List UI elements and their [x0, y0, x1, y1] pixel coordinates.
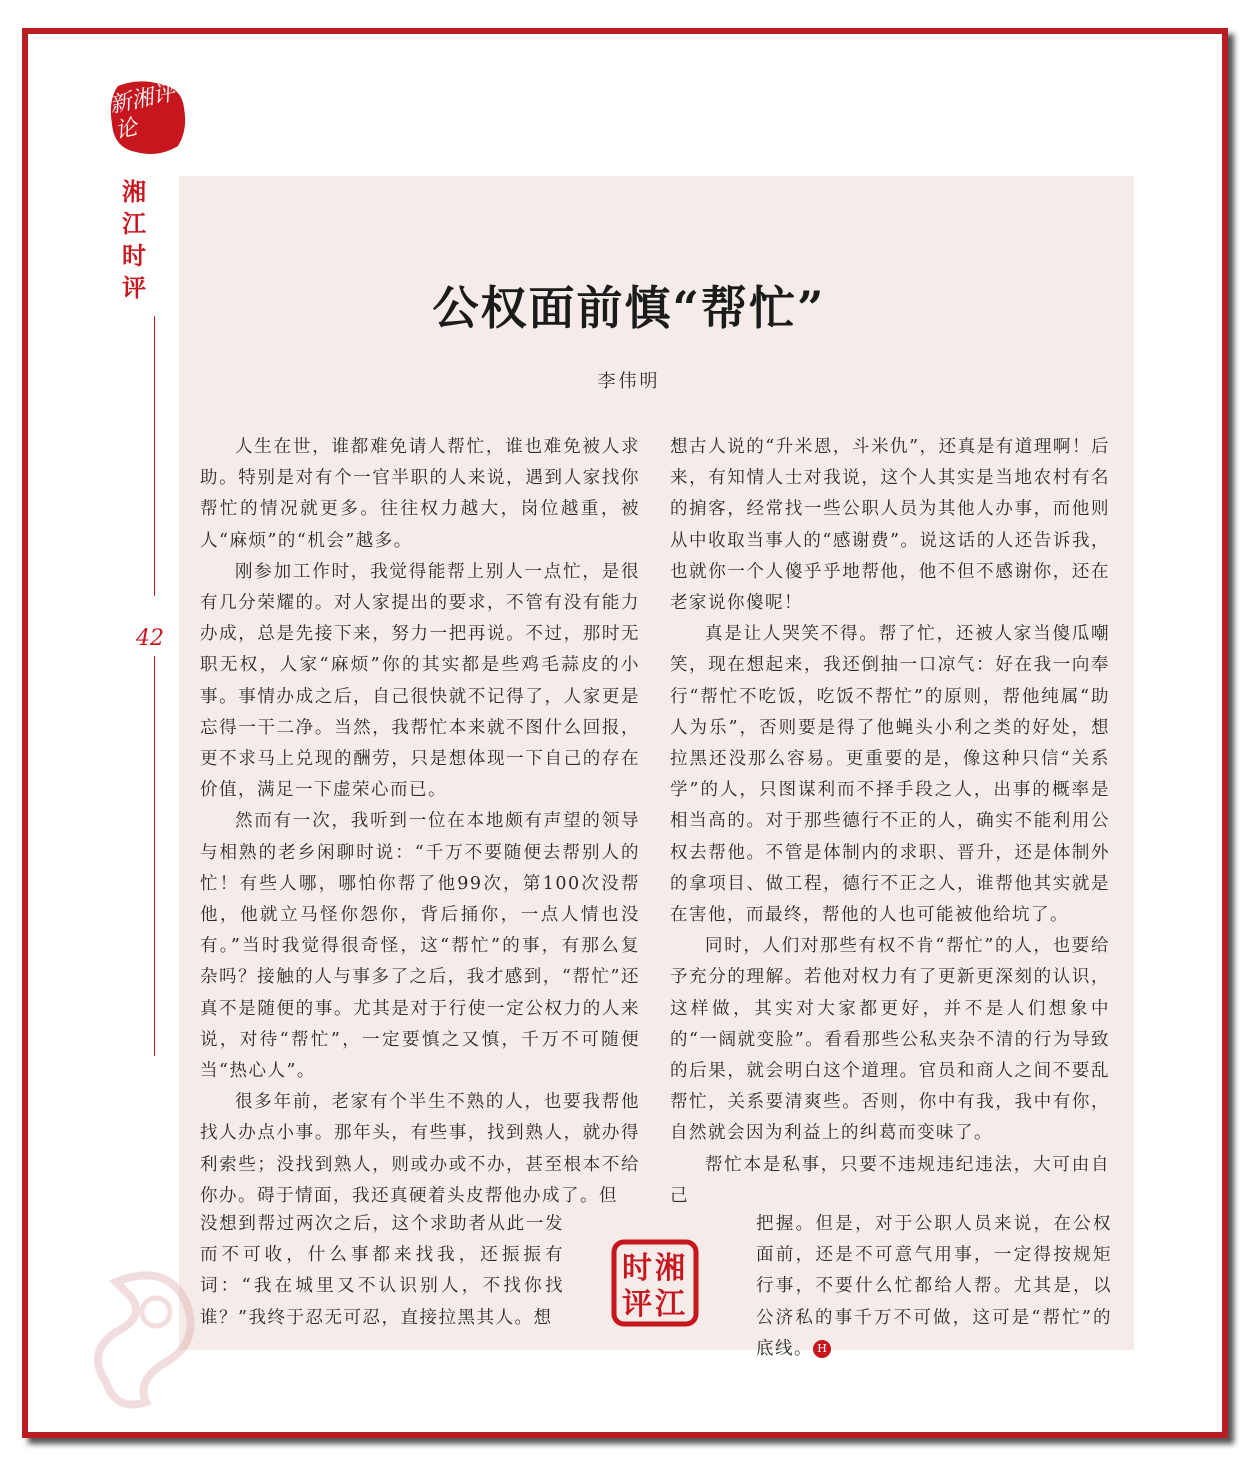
- article-column-left: [200, 432, 640, 1212]
- article-author: 李伟明: [597, 371, 661, 392]
- paragraph: 很多年前，老家有个半生不熟的人，也要我帮他找人办点小事。那年头，有些事，找到熟人，就办得利索些；没找到熟人，则或办或不办，甚至根本不给你办。碍于情面，我还真硬着头皮帮他办成了。但: [200, 1092, 640, 1206]
- column-logo-text: 新湘评论: [107, 80, 178, 144]
- paragraph-continuation: 没想到帮过两次之后，这个求助者从此一发而不可收，什么事都来找我，还振振有词：“我在城里又不认识别人，不找你找谁？”我终于忍无可忍，直接拉黑其人。想: [200, 1214, 564, 1328]
- side-rule: [154, 316, 155, 596]
- column-title-char: 湘: [122, 178, 146, 206]
- closing-text: 把握。但是，对于公职人员来说，在公权面前，还是不可意气用事，一定得按规矩行事，不要什么忙都给人帮。尤其是，以公济私的事千万不可做，这可是“帮忙”的底线。: [756, 1214, 1112, 1359]
- stamp-char: 湘: [655, 1251, 685, 1286]
- paragraph-continuation: [756, 1209, 1112, 1365]
- article-column-left-tail: [200, 1209, 564, 1334]
- page-number: 42: [136, 626, 164, 651]
- article-title: 公权面前慎“帮忙”: [432, 281, 826, 335]
- column-title-char: 评: [122, 274, 146, 302]
- stamp-char: 时: [622, 1251, 652, 1286]
- paragraph: 然而有一次，我听到一位在本地颇有声望的领导与相熟的老乡闲聊时说：“千万不要随便去帮别人的忙！有些人哪，哪怕你帮了他99次，第100次没帮他，他就立马怪你怨你，背后捅你，一点人情也没有。”当时我觉得很奇怪，这“帮忙”的事，有那么复杂吗？接触的人与事多了之后，我才感到，“帮忙”还真不是随便的事。尤其是对于行使一定公权力的人来说，对待“帮忙”，一定要慎之又慎，千万不可随便当“热心人”。: [200, 811, 640, 1082]
- paragraph: 真是让人哭笑不得。帮了忙，还被人家当傻瓜嘲笑，现在想起来，我还倒抽一口凉气：好在我一向奉行“帮忙不吃饭，吃饭不帮忙”的原则，帮他纯属“助人为乐”，否则要是得了他蝇头小利之类的好处，想拉黑还没那么容易。更重要的是，像这种只信“关系学”的人，只图谋利而不择手段之人，出事的概率是相当高的。对于那些德行不正的人，确实不能利用公权去帮他。不管是体制内的求职、晋升，还是体制外的拿项目、做工程，德行不正之人，谁帮他其实就是在害他，而最终，帮他的人也可能被他给坑了。: [670, 624, 1110, 926]
- side-rule: [154, 656, 155, 1056]
- stamp-char: 江: [655, 1287, 685, 1322]
- column-title-char: 江: [122, 210, 146, 238]
- article-column-right: [670, 432, 1110, 1212]
- end-mark-icon: H: [813, 1340, 831, 1358]
- dragon-watermark: [76, 1262, 206, 1422]
- paragraph: 刚参加工作时，我觉得能帮上别人一点忙，是很有几分荣耀的。对人家提出的要求，不管有没有能力办成，总是先接下来，努力一把再说。不过，那时无职无权，人家“麻烦”你的其实都是些鸡毛蒜皮的小事。事情办成之后，自己很快就不记得了，人家更是忘得一干二净。当然，我帮忙本来就不图什么回报，更不求马上兑现的酬劳，只是想体现一下自己的存在价值，满足一下虚荣心而已。: [200, 561, 640, 801]
- paragraph: 同时，人们对那些有权不肯“帮忙”的人，也要给予充分的理解。若他对权力有了更新更深刻的认识，这样做，其实对大家都更好，并不是人们想象中的“一阔就变脸”。看看那些公私夹杂不清的行为导致的后果，就会明白这个道理。官员和商人之间不要乱帮忙，关系要清爽些。否则，你中有我，我中有你，自然就会因为利益上的纠葛而变味了。: [670, 936, 1110, 1144]
- column-stamp: [610, 1238, 700, 1328]
- article-column-right-tail: [756, 1209, 1112, 1365]
- paragraph: 帮忙本是私事，只要不违规违纪违法，大可由自己: [670, 1154, 1110, 1206]
- column-title-char: 时: [122, 242, 146, 270]
- stamp-char: 评: [622, 1287, 652, 1322]
- paragraph: 人生在世，谁都难免请人帮忙，谁也难免被人求助。特别是对有个一官半职的人来说，遇到人家找你帮忙的情况就更多。往往权力越大，岗位越重，被人“麻烦”的“机会”越多。: [200, 437, 640, 551]
- paragraph-continuation: 想古人说的“升米恩，斗米仇”，还真是有道理啊！后来，有知情人士对我说，这个人其实是当地农村有名的掮客，经常找一些公职人员为其他人办事，而他则从中收取当事人的“感谢费”。说这话的人还告诉我，也就你一个人傻乎乎地帮他，他不但不感谢你，还在老家说你傻呢！: [670, 437, 1110, 614]
